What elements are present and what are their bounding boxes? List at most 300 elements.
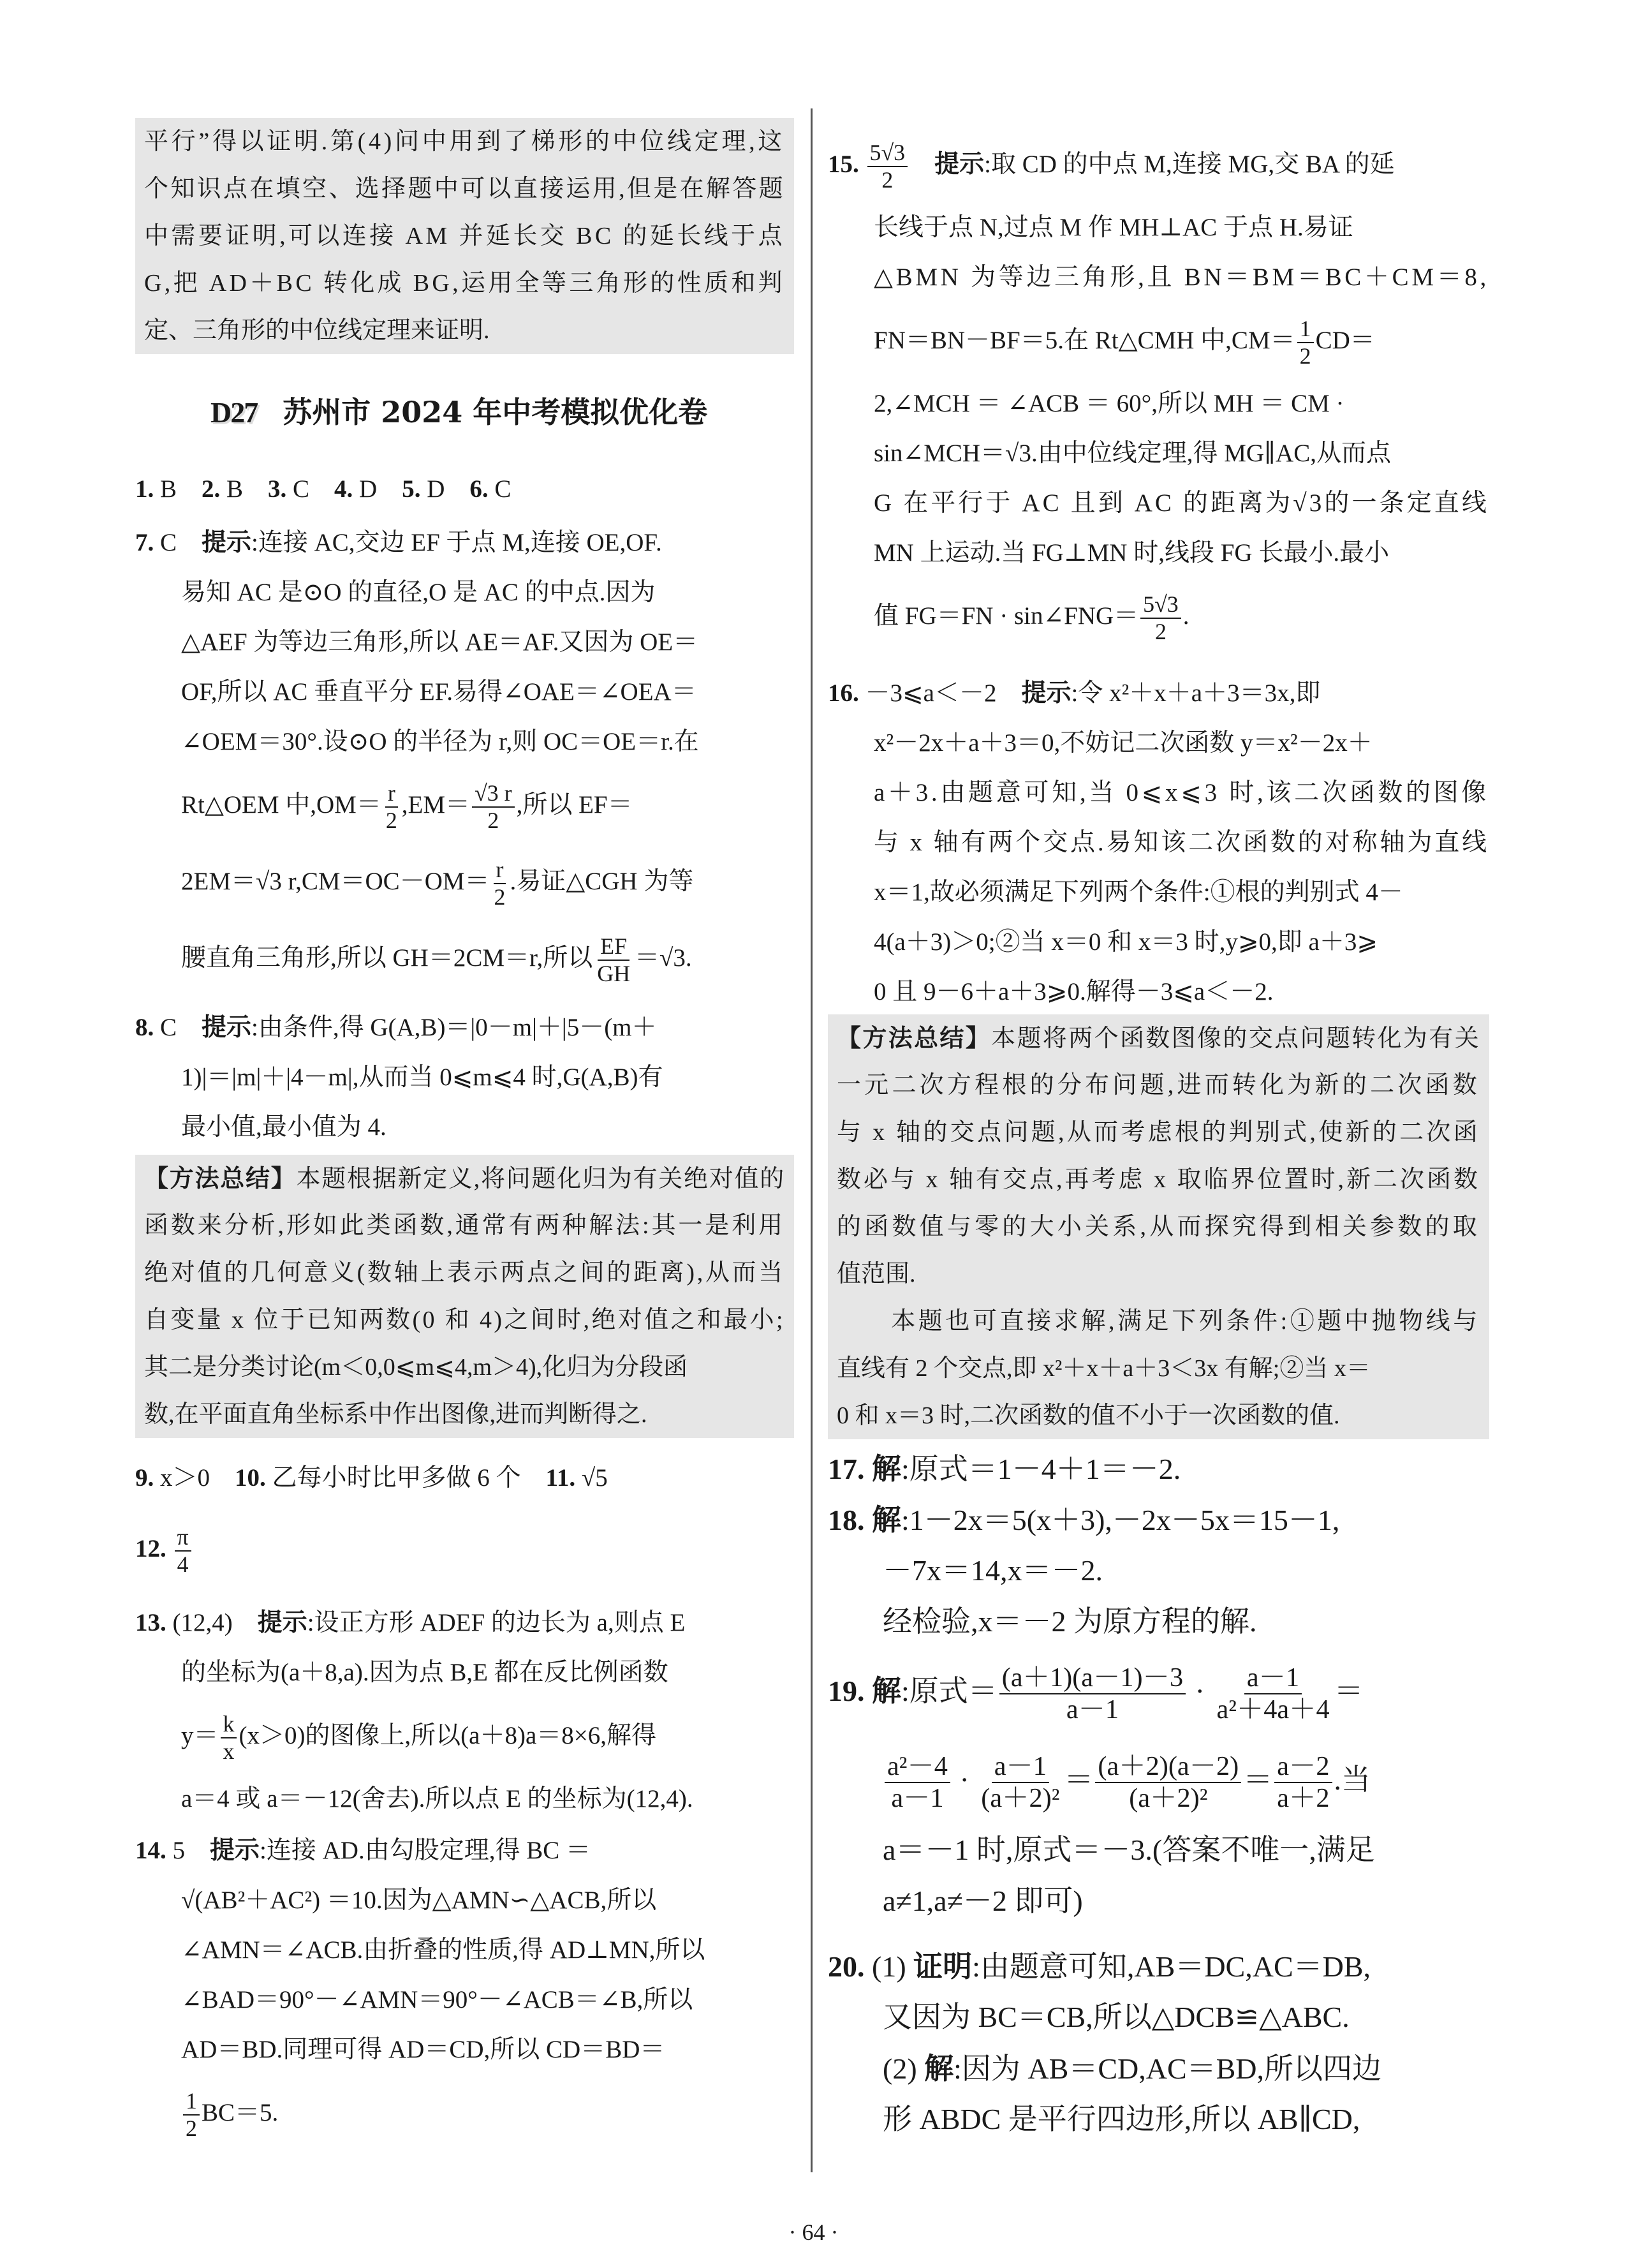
line-text: a≠1,a≠－2 即可) <box>883 1885 1083 1917</box>
text-line <box>135 518 794 568</box>
text-line <box>837 1250 1480 1298</box>
line-content <box>883 1825 1375 1876</box>
line-text: G 在平行于 AC 且到 AC 的距离为√3的一条定直线 <box>874 489 1489 517</box>
line-content <box>181 1876 656 1925</box>
line-content <box>837 1345 1371 1392</box>
fraction-denominator: a²＋4a＋4 <box>1216 1694 1330 1725</box>
line-content <box>144 212 785 260</box>
item-number: 18. <box>828 1504 865 1536</box>
text-line <box>837 1298 1480 1345</box>
fraction <box>999 1663 1186 1726</box>
column-divider <box>811 108 813 2172</box>
line-content <box>828 1494 1339 1546</box>
fraction-denominator: 2 <box>1299 343 1311 369</box>
text-line <box>874 967 1489 1017</box>
line-content <box>828 669 1320 718</box>
text-run: B <box>220 475 269 503</box>
fraction-numerator: (a＋1)(a－1)－3 <box>999 1663 1186 1695</box>
text-run: :因为 AB＝CD,AC＝BD,所以四边 <box>953 2052 1382 2085</box>
line-content <box>181 1975 693 2025</box>
text-line <box>181 843 794 920</box>
text-line <box>828 669 1489 718</box>
text-run: y＝ <box>181 1722 219 1749</box>
fraction <box>183 2088 200 2142</box>
text-run: :连接 AD.由勾股定理,得 BC ＝ <box>260 1837 591 1864</box>
text-line <box>874 203 1489 253</box>
answer-item <box>135 1826 794 2151</box>
item-number: 13. <box>135 1609 166 1636</box>
text-line <box>144 1344 785 1391</box>
line-text: 数必与 x 轴有交点,再考虑 x 取临界位置时,新二次函数 <box>837 1166 1480 1193</box>
fraction-denominator: 2 <box>186 2116 197 2142</box>
text-run: BC＝5. <box>201 2099 279 2126</box>
answer-item <box>135 518 794 997</box>
line-content <box>135 1511 193 1587</box>
fraction-denominator: 2 <box>487 808 499 834</box>
text-line <box>874 528 1489 578</box>
text-line <box>181 2025 794 2075</box>
line-content <box>828 1646 1364 1736</box>
section-title <box>210 389 707 431</box>
text-run: C <box>488 475 512 503</box>
item-number: 10. <box>235 1464 266 1492</box>
fraction <box>1214 1663 1332 1726</box>
line-text: 个知识点在填空、选择题中可以直接运用,但是在解答题 <box>144 175 785 202</box>
fraction-numerator: √3 r <box>472 780 515 808</box>
text-run: ＝ <box>1334 1675 1364 1707</box>
text-run: ,EM＝ <box>401 791 471 819</box>
bold-label: 提示 <box>202 1013 252 1042</box>
fraction-denominator: 2 <box>1154 619 1167 645</box>
line-content <box>874 429 1391 478</box>
line-text: 0 且 9－6＋a＋3⩾0.解得－3⩽a＜－2. <box>874 978 1274 1005</box>
text-line <box>181 717 794 767</box>
line-text: 的坐标为(a＋8,a).因为点 B,E 都在反比例函数 <box>181 1659 668 1686</box>
text-line <box>837 1014 1480 1062</box>
text-line <box>144 118 785 165</box>
fraction-denominator: 2 <box>881 167 894 193</box>
text-run <box>865 1675 872 1707</box>
line-content <box>135 1453 608 1503</box>
line-content <box>874 253 1489 302</box>
text-line <box>181 618 794 667</box>
line-content <box>874 478 1489 528</box>
text-line <box>135 1826 794 1876</box>
text-line <box>837 1392 1480 1439</box>
line-text: ∠OEM＝30°.设⊙O 的半径为 r,则 OC＝OE＝r.在 <box>181 728 699 755</box>
fraction-denominator: (a＋2)² <box>1129 1783 1208 1814</box>
line-content <box>144 1296 785 1344</box>
text-line <box>874 917 1489 967</box>
answer-item <box>135 1511 794 1587</box>
item-number: 16. <box>828 679 859 707</box>
line-text: 其二是分类讨论(m＜0,0⩽m⩽4,m＞4),化归为分段函 <box>144 1354 688 1381</box>
text-line <box>883 1992 1489 2043</box>
line-content <box>883 1876 1083 1927</box>
text-run: 乙每小时比甲多做 6 个 <box>265 1464 546 1492</box>
fraction <box>492 857 508 911</box>
text-run: C <box>286 475 335 503</box>
text-line <box>883 1596 1489 1647</box>
line-text: x²－2x＋a＋3＝0,不妨记二次函数 y＝x²－2x＋ <box>874 729 1373 757</box>
text-run: . <box>1182 602 1189 630</box>
line-text: 定、三角形的中位线定理来证明. <box>144 317 490 344</box>
line-content <box>837 1250 916 1298</box>
line-text: 绝对值的几何意义(数轴上表示两点之间的距离),从而当 <box>144 1259 785 1286</box>
answer-item <box>135 1003 794 1152</box>
line-text: 直线有 2 个交点,即 x²＋x＋a＋3＜3x 有解;②当 x＝ <box>837 1355 1371 1382</box>
text-line <box>135 1511 794 1587</box>
text-line <box>181 767 794 843</box>
text-run: (x＞0)的图像上,所以(a＋8)a＝8×6,解得 <box>239 1722 657 1749</box>
answer-item <box>135 1453 794 1503</box>
fraction-numerator: a－1 <box>992 1751 1049 1784</box>
line-content <box>135 1598 685 1648</box>
method-summary-box <box>135 118 794 354</box>
line-content <box>874 302 1375 379</box>
fraction-numerator: k <box>221 1711 237 1738</box>
line-text: 本题也可直接求解,满足下列条件:①题中抛物线与 <box>837 1308 1480 1335</box>
text-run: :原式＝1－4＋1＝－2. <box>901 1453 1181 1485</box>
answer-item <box>135 1598 794 1824</box>
line-content <box>181 1698 656 1774</box>
line-content <box>144 1344 688 1391</box>
bold-label: 解 <box>872 1451 901 1486</box>
line-text: 与 x 轴的交点问题,从而考虑根的判别式,使新的二次函 <box>837 1119 1480 1146</box>
text-line <box>144 1202 785 1249</box>
line-content <box>837 1156 1480 1203</box>
line-content <box>135 1003 657 1053</box>
text-line <box>883 1735 1489 1825</box>
line-text: x＝1,故必须满足下列两个条件:①根的判别式 4－ <box>874 878 1403 906</box>
text-line <box>874 768 1489 818</box>
text-run: (12,4) <box>166 1609 258 1636</box>
line-content <box>837 1203 1480 1250</box>
section-badge: D27 <box>210 396 258 429</box>
line-content <box>181 618 698 667</box>
fraction <box>383 780 400 834</box>
text-run <box>865 1453 872 1485</box>
line-content <box>144 165 785 212</box>
text-line <box>181 1975 794 2025</box>
line-text: 与 x 轴有两个交点.易知该二次函数的对称轴为直线 <box>874 829 1489 856</box>
answer-item <box>828 126 1489 655</box>
answer-item <box>828 669 1489 1017</box>
line-content <box>181 2025 665 2075</box>
line-content <box>837 1392 1340 1439</box>
bold-label: 【方法总结】 <box>837 1024 992 1052</box>
fraction <box>175 1524 191 1578</box>
line-content <box>883 1735 1371 1825</box>
line-text: a＝4 或 a＝－12(舍去).所以点 E 的坐标为(12,4). <box>181 1785 693 1812</box>
fraction-numerator: EF <box>598 933 629 961</box>
text-run: ＝ <box>1243 1763 1273 1796</box>
fraction-numerator: a－2 <box>1274 1751 1332 1784</box>
text-run: · <box>1188 1675 1212 1707</box>
line-text: a＝－1 时,原式＝－3.(答案不唯一,满足 <box>883 1834 1375 1866</box>
line-content <box>837 1109 1480 1156</box>
fraction-denominator: GH <box>597 961 631 987</box>
text-line <box>144 212 785 260</box>
line-text: AD＝BD.同理可得 AD＝CD,所以 CD＝BD＝ <box>181 2036 665 2063</box>
bold-label: 证明 <box>913 1949 973 1983</box>
line-content <box>883 2043 1381 2094</box>
text-run: ＝√3. <box>635 944 692 972</box>
line-content <box>135 518 662 568</box>
text-line <box>135 464 794 514</box>
bold-label: 提示 <box>257 1608 307 1637</box>
line-content <box>883 1596 1257 1647</box>
text-line <box>883 1876 1489 1927</box>
line-content <box>181 920 692 997</box>
text-line <box>144 1249 785 1296</box>
text-run <box>909 151 934 178</box>
text-line <box>181 1648 794 1698</box>
text-line <box>144 260 785 307</box>
item-number: 15. <box>828 151 859 178</box>
line-text: √(AB²＋AC²) ＝10.因为△AMN∽△ACB,所以 <box>181 1886 657 1914</box>
fraction-numerator: a－1 <box>1244 1663 1302 1695</box>
text-line <box>181 1698 794 1774</box>
text-line <box>874 302 1489 379</box>
fraction <box>1095 1751 1241 1814</box>
text-line <box>135 1598 794 1648</box>
line-text: 形 ABDC 是平行四边形,所以 AB∥CD, <box>883 2103 1360 2135</box>
line-text: 值范围. <box>837 1261 916 1287</box>
text-run: 值 FG＝FN · sin∠FNG＝ <box>874 602 1139 630</box>
text-line <box>874 578 1489 655</box>
line-content <box>144 1249 785 1296</box>
line-content <box>874 578 1189 655</box>
section-title-text: 苏州市 2024 年中考模拟优化卷 <box>283 395 708 429</box>
bold-label: 【方法总结】 <box>144 1164 297 1192</box>
line-content <box>874 868 1403 917</box>
text-line <box>837 1345 1480 1392</box>
text-line <box>874 478 1489 528</box>
fraction <box>885 1751 950 1814</box>
text-line <box>837 1203 1480 1250</box>
line-text: ∠AMN＝∠ACB.由折叠的性质,得 AD⊥MN,所以 <box>181 1936 705 1964</box>
text-line <box>837 1062 1480 1109</box>
text-line <box>144 1155 785 1202</box>
line-content <box>181 568 655 618</box>
answer-item <box>828 1494 1489 1647</box>
line-content <box>135 464 511 514</box>
line-content <box>837 1298 1480 1345</box>
line-content <box>874 203 1353 253</box>
text-run: :连接 AC,交边 EF 于点 M,连接 OE,OF. <box>251 529 662 556</box>
text-line <box>874 429 1489 478</box>
fraction <box>1297 316 1314 370</box>
line-content <box>874 818 1489 868</box>
text-line <box>181 1774 794 1824</box>
fraction <box>472 780 515 834</box>
text-line <box>837 1109 1480 1156</box>
item-number: 3. <box>268 475 287 503</box>
fraction-denominator: 4 <box>177 1552 189 1578</box>
text-line <box>144 1296 785 1344</box>
line-text: 易知 AC 是⊙O 的直径,O 是 AC 的中点.因为 <box>181 579 656 606</box>
text-line <box>828 126 1489 203</box>
text-run: · <box>952 1763 977 1796</box>
text-run: Rt△OEM 中,OM＝ <box>181 791 381 819</box>
line-content <box>181 767 633 843</box>
line-content <box>874 528 1389 578</box>
fraction-denominator: 2 <box>385 808 397 834</box>
text-line <box>181 1925 794 1975</box>
line-content <box>181 667 696 717</box>
text-run: .当 <box>1334 1763 1371 1796</box>
line-content <box>828 126 1395 203</box>
text-run: D <box>420 475 470 503</box>
line-text: 数,在平面直角坐标系中作出图像,进而判断得之. <box>144 1401 647 1428</box>
text-run: D <box>353 475 402 503</box>
text-run <box>166 1535 173 1562</box>
fraction-numerator: a²－4 <box>885 1751 950 1784</box>
text-line <box>874 379 1489 429</box>
text-run: .易证△CGH 为等 <box>510 868 694 895</box>
line-content <box>837 1014 1480 1062</box>
text-run: C <box>154 529 202 556</box>
fraction <box>978 1751 1062 1814</box>
text-line <box>837 1156 1480 1203</box>
line-content <box>828 1941 1371 1992</box>
line-content <box>181 843 693 920</box>
item-number: 11. <box>545 1464 576 1492</box>
text-run: x＞0 <box>154 1464 235 1492</box>
text-line <box>883 2043 1489 2094</box>
line-text: ∠BAD＝90°－∠AMN＝90°－∠ACB＝∠B,所以 <box>181 1986 693 2013</box>
item-number: 12. <box>135 1535 166 1562</box>
line-text: 最小值,最小值为 4. <box>181 1113 387 1141</box>
line-text: 函数来分析,形如此类函数,通常有两种解法:其一是利用 <box>144 1212 785 1239</box>
text-run: 2EM＝√3 r,CM＝OC－OM＝ <box>181 868 490 895</box>
item-number: 1. <box>135 475 154 503</box>
text-line <box>144 165 785 212</box>
text-run: :取 CD 的中点 M,连接 MG,交 BA 的延 <box>984 151 1395 178</box>
line-text: －7x＝14,x＝－2. <box>883 1554 1103 1587</box>
answer-item <box>828 1646 1489 1927</box>
line-content <box>874 768 1489 818</box>
text-run: :1－2x＝5(x＋3),－2x－5x＝15－1, <box>901 1504 1340 1536</box>
fraction-numerator: (a＋2)(a－2) <box>1095 1751 1241 1784</box>
bold-label: 解 <box>872 1502 901 1537</box>
text-line <box>181 1876 794 1925</box>
line-content <box>874 379 1344 429</box>
text-line <box>144 1391 785 1438</box>
text-line <box>874 253 1489 302</box>
bold-label: 提示 <box>210 1836 260 1865</box>
bold-label: 解 <box>924 2051 954 2086</box>
line-content <box>181 717 699 767</box>
text-run: :原式＝ <box>901 1675 998 1707</box>
line-content <box>181 1053 663 1102</box>
line-text: OF,所以 AC 垂直平分 EF.易得∠OAE＝∠OEA＝ <box>181 678 696 706</box>
text-run: (2) <box>883 2052 925 2085</box>
text-line <box>828 1494 1489 1545</box>
fraction-numerator: 5√3 <box>867 140 908 167</box>
fraction <box>1140 591 1181 646</box>
bold-label: 提示 <box>934 150 985 179</box>
text-run <box>859 151 865 178</box>
line-content <box>883 1992 1350 2043</box>
answer-item <box>828 1941 1489 2145</box>
text-line <box>181 1053 794 1102</box>
text-line <box>135 1453 794 1503</box>
text-run: 5 <box>166 1837 210 1864</box>
line-text: MN 上运动.当 FG⊥MN 时,线段 FG 长最小.最小 <box>874 539 1390 567</box>
line-content <box>181 2075 278 2151</box>
line-content <box>144 307 490 354</box>
text-line <box>181 1102 794 1152</box>
text-run: (1) <box>864 1950 914 1983</box>
fraction-numerator: 1 <box>1297 316 1314 343</box>
line-text: 2,∠MCH ＝ ∠ACB ＝ 60°,所以 MH ＝ CM · <box>874 390 1344 417</box>
method-summary-box <box>828 1014 1489 1439</box>
answer-item <box>135 464 794 514</box>
text-run: ＝ <box>1064 1763 1094 1796</box>
text-run: B <box>154 475 202 503</box>
bold-label: 提示 <box>202 528 252 557</box>
text-run: 本题根据新定义,将问题化归为有关绝对值的 <box>296 1166 785 1192</box>
line-content <box>181 1102 387 1152</box>
fraction <box>221 1711 237 1765</box>
item-number: 20. <box>828 1950 865 1983</box>
text-line <box>181 2075 794 2151</box>
line-text: 0 和 x＝3 时,二次函数的值不小于一次函数的值. <box>837 1402 1340 1429</box>
text-run: :由条件,得 G(A,B)＝|0－m|＋|5－(m＋ <box>251 1014 657 1041</box>
bold-label: 提示 <box>1021 679 1071 708</box>
line-content <box>144 118 785 165</box>
line-content <box>883 1545 1103 1596</box>
page-number: · 64 · <box>788 2220 839 2245</box>
text-line <box>828 1941 1489 1992</box>
line-content <box>144 1155 785 1203</box>
line-content <box>144 260 785 307</box>
text-line <box>883 1825 1489 1876</box>
line-text: △BMN 为等边三角形,且 BN＝BM＝BC＋CM＝8, <box>874 263 1489 291</box>
fraction-denominator: x <box>223 1738 235 1765</box>
line-text: a＋3.由题意可知,当 0⩽x⩽3 时,该二次函数的图像 <box>874 779 1489 806</box>
line-text: 4(a＋3)＞0;②当 x＝0 和 x＝3 时,y⩾0,即 a＋3⩾ <box>874 928 1378 956</box>
text-line <box>181 667 794 717</box>
line-text: 中需要证明,可以连接 AM 并延长交 BC 的延长线于点 <box>144 223 785 249</box>
text-line <box>828 1646 1489 1735</box>
line-text: sin∠MCH＝√3.由中位线定理,得 MG∥AC,从而点 <box>874 440 1391 467</box>
line-content <box>874 718 1373 768</box>
line-text: 长线于点 N,过点 M 作 MH⊥AC 于点 H.易证 <box>874 214 1353 241</box>
text-line <box>874 818 1489 868</box>
text-run <box>865 1504 872 1536</box>
fraction-numerator: r <box>494 857 506 884</box>
fraction <box>1274 1751 1332 1814</box>
text-run: ,所以 EF＝ <box>516 791 633 819</box>
fraction-denominator: a－1 <box>891 1783 944 1814</box>
fraction <box>867 140 908 194</box>
text-line <box>874 868 1489 917</box>
line-text: △AEF 为等边三角形,所以 AE＝AF.又因为 OE＝ <box>181 628 698 656</box>
line-text: G,把 AD＋BC 转化成 BG,运用全等三角形的性质和判 <box>144 270 785 297</box>
text-run: √5 <box>575 1464 608 1492</box>
text-run: 本题将两个函数图像的交点问题转化为有关 <box>991 1025 1480 1052</box>
fraction-numerator: 5√3 <box>1140 591 1181 619</box>
line-text: 平行”得以证明.第(4)问中用到了梯形的中位线定理,这 <box>144 128 785 155</box>
fraction <box>594 933 633 988</box>
line-text: 经检验,x＝－2 为原方程的解. <box>883 1605 1257 1638</box>
method-summary-box <box>135 1155 794 1438</box>
item-number: 4. <box>334 475 353 503</box>
fraction-numerator: π <box>175 1524 191 1552</box>
